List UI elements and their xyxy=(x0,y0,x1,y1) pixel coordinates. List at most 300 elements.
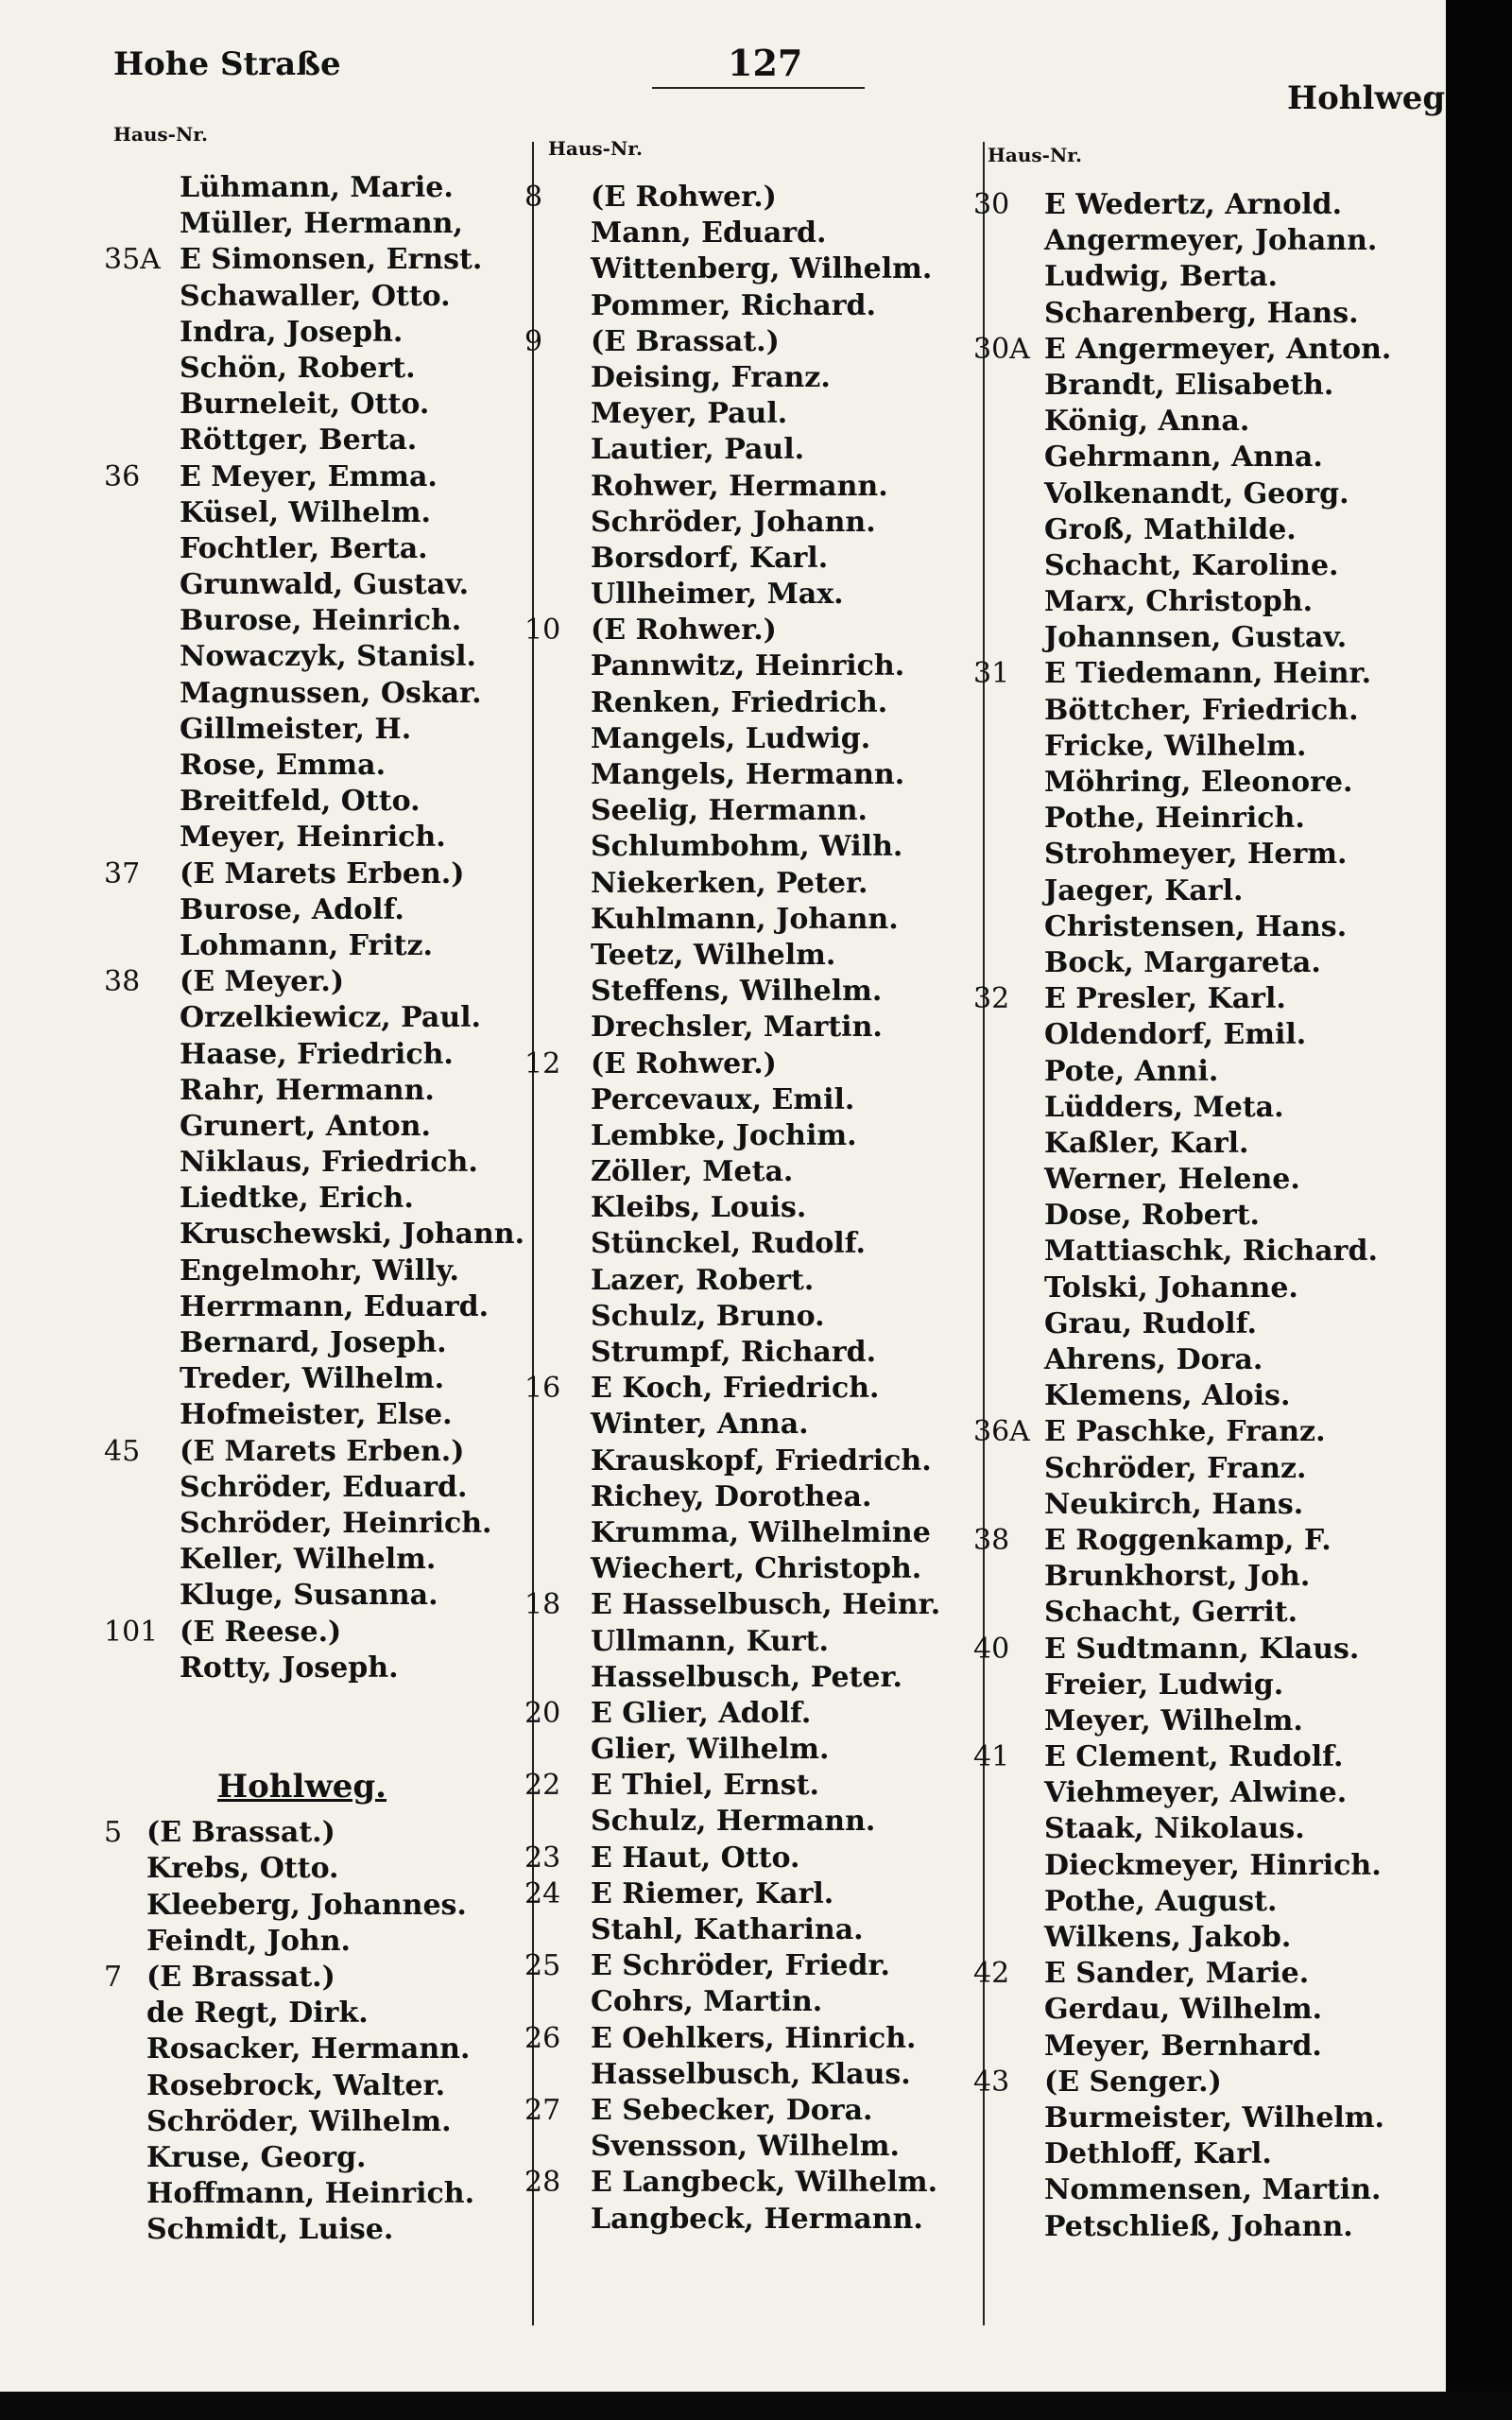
resident-name: Rohwer, Hermann. xyxy=(591,469,888,503)
directory-entry xyxy=(973,2065,1446,2100)
resident-name: Christensen, Hans. xyxy=(1044,909,1348,943)
directory-entry xyxy=(973,584,1446,620)
directory-entry xyxy=(973,1162,1446,1198)
resident-name: de Regt, Dirk. xyxy=(146,1996,369,2031)
resident-name: E Angermeyer, Anton. xyxy=(1044,332,1392,366)
directory-entry xyxy=(104,1181,529,1217)
resident-name: Lüdders, Meta. xyxy=(1044,1090,1284,1124)
directory-entry xyxy=(973,404,1446,440)
directory-entry xyxy=(524,1841,978,1876)
resident-name: E Simonsen, Ernst. xyxy=(180,243,483,277)
resident-name: Klemens, Alois. xyxy=(1044,1379,1291,1413)
directory-entry xyxy=(524,793,978,829)
directory-entry xyxy=(524,1876,978,1912)
resident-name: Groß, Mathilde. xyxy=(1044,512,1297,546)
resident-name: Zöller, Meta. xyxy=(591,1155,794,1189)
directory-entry xyxy=(104,1325,529,1361)
directory-entry xyxy=(524,1551,978,1587)
directory-entry xyxy=(104,1470,529,1506)
resident-name: Grau, Rudolf. xyxy=(1044,1306,1257,1340)
directory-entry xyxy=(973,837,1446,873)
resident-name: Küsel, Wilhelm. xyxy=(180,495,431,529)
directory-entry xyxy=(524,613,978,648)
resident-name: Mangels, Hermann. xyxy=(591,758,905,791)
resident-name: Richey, Dorothea. xyxy=(591,1479,872,1513)
resident-name: (E Meyer.) xyxy=(180,965,345,999)
resident-name: Lautier, Paul. xyxy=(591,433,805,467)
resident-name: Schröder, Johann. xyxy=(591,505,876,539)
resident-name: Engelmohr, Willy. xyxy=(180,1253,460,1288)
resident-name: Ullmann, Kurt. xyxy=(591,1624,829,1658)
directory-entry xyxy=(973,1270,1446,1306)
directory-entry xyxy=(973,2136,1446,2172)
directory-entry xyxy=(524,432,978,468)
resident-name: Angermeyer, Johann. xyxy=(1044,224,1378,258)
directory-entry xyxy=(524,1696,978,1732)
resident-name: Steffens, Wilhelm. xyxy=(591,975,883,1009)
directory-entry xyxy=(104,639,529,675)
directory-entry xyxy=(104,1037,529,1073)
directory-entry xyxy=(104,170,529,206)
directory-entry xyxy=(973,1775,1446,1811)
house-number: 41 xyxy=(973,1740,1010,1774)
directory-entry xyxy=(524,974,978,1010)
directory-entry xyxy=(524,469,978,505)
resident-name: Schröder, Franz. xyxy=(1044,1451,1307,1485)
resident-name: Rotty, Joseph. xyxy=(180,1651,399,1685)
resident-name: (E Marets Erben.) xyxy=(180,1434,465,1468)
resident-name: Meyer, Paul. xyxy=(591,397,788,431)
house-number: 18 xyxy=(524,1588,561,1622)
resident-name: (E Reese.) xyxy=(180,1615,342,1649)
directory-entry xyxy=(104,1253,529,1289)
directory-entry xyxy=(104,2068,529,2104)
directory-entry xyxy=(104,567,529,603)
directory-entry xyxy=(104,1397,529,1433)
directory-entry xyxy=(524,2093,978,2129)
resident-name: Stünckel, Rudolf. xyxy=(591,1227,866,1261)
house-number: 16 xyxy=(524,1372,561,1406)
resident-name: Schacht, Karoline. xyxy=(1044,548,1339,582)
directory-entry xyxy=(524,721,978,757)
directory-entry xyxy=(524,2057,978,2093)
directory-entry xyxy=(973,2172,1446,2208)
resident-name: Staak, Nikolaus. xyxy=(1044,1812,1305,1846)
resident-name: Indra, Joseph. xyxy=(180,315,404,349)
directory-entry xyxy=(973,1848,1446,1884)
directory-entry xyxy=(104,1651,529,1686)
directory-entry xyxy=(524,1226,978,1262)
directory-entry xyxy=(104,206,529,242)
resident-name: König, Anna. xyxy=(1044,405,1250,439)
resident-name: Brandt, Elisabeth. xyxy=(1044,368,1334,402)
house-number: 9 xyxy=(524,324,543,358)
resident-name: E Hasselbusch, Heinr. xyxy=(591,1588,941,1622)
resident-name: Dethloff, Karl. xyxy=(1044,2137,1272,2171)
directory-entry xyxy=(104,603,529,639)
resident-name: Lembke, Jochim. xyxy=(591,1118,857,1152)
directory-entry xyxy=(104,1815,529,1851)
resident-name: Krauskopf, Friedrich. xyxy=(591,1443,932,1478)
resident-name: Schön, Robert. xyxy=(180,351,416,385)
resident-name: (E Marets Erben.) xyxy=(180,856,465,890)
resident-name: Seelig, Hermann. xyxy=(591,794,868,828)
resident-name: Pommer, Richard. xyxy=(591,288,876,322)
directory-entry xyxy=(973,1017,1446,1053)
resident-name: Krumma, Wilhelmine xyxy=(591,1515,931,1549)
directory-entry xyxy=(973,1451,1446,1487)
resident-name: Herrmann, Eduard. xyxy=(180,1289,490,1323)
directory-entry xyxy=(973,1378,1446,1414)
directory-entry xyxy=(524,1335,978,1371)
house-number: 36 xyxy=(104,459,141,493)
resident-name: E Oehlkers, Hinrich. xyxy=(591,2021,917,2055)
resident-name: Wittenberg, Wilhelm. xyxy=(591,252,933,286)
directory-entry xyxy=(973,187,1446,223)
house-number: 45 xyxy=(104,1434,141,1468)
resident-name: Hasselbusch, Peter. xyxy=(591,1660,902,1694)
resident-name: E Sebecker, Dora. xyxy=(591,2093,873,2127)
directory-entry xyxy=(973,693,1446,729)
directory-entry xyxy=(104,784,529,820)
directory-entry xyxy=(973,1054,1446,1090)
resident-name: Freier, Ludwig. xyxy=(1044,1668,1284,1702)
directory-entry xyxy=(973,656,1446,692)
directory-entry xyxy=(524,1587,978,1623)
house-number: 10 xyxy=(524,614,561,648)
resident-name: Niklaus, Friedrich. xyxy=(180,1146,478,1180)
resident-name: Ahrens, Dora. xyxy=(1044,1343,1263,1376)
resident-name: Burose, Adolf. xyxy=(180,892,404,926)
directory-entry xyxy=(104,1578,529,1614)
resident-name: Glier, Wilhelm. xyxy=(591,1733,830,1767)
resident-name: Nommensen, Martin. xyxy=(1044,2173,1382,2207)
resident-name: Renken, Friedrich. xyxy=(591,685,888,719)
column-1 xyxy=(104,170,529,2249)
resident-name: Niekerken, Peter. xyxy=(591,866,868,900)
directory-entry xyxy=(524,1479,978,1515)
directory-entry xyxy=(104,387,529,423)
resident-name: (E Rohwer.) xyxy=(591,614,777,648)
resident-name: Müller, Hermann, xyxy=(180,207,463,241)
directory-entry xyxy=(104,1506,529,1542)
directory-entry xyxy=(524,1118,978,1154)
resident-name: Brunkhorst, Joh. xyxy=(1044,1560,1311,1594)
page-number: 127 xyxy=(728,42,803,84)
resident-name: Dieckmeyer, Hinrich. xyxy=(1044,1848,1382,1882)
resident-name: Orzelkiewicz, Paul. xyxy=(180,1001,481,1035)
resident-name: Krebs, Otto. xyxy=(146,1852,339,1886)
directory-entry xyxy=(104,423,529,458)
directory-entry xyxy=(973,1559,1446,1595)
resident-name: E Haut, Otto. xyxy=(591,1841,800,1875)
directory-entry xyxy=(973,1414,1446,1450)
resident-name: Scharenberg, Hans. xyxy=(1044,296,1359,330)
directory-entry xyxy=(104,1851,529,1887)
directory-entry xyxy=(973,332,1446,368)
directory-entry xyxy=(104,964,529,1000)
column-label-2: Haus-Nr. xyxy=(548,137,643,160)
directory-entry xyxy=(973,873,1446,909)
directory-entry xyxy=(104,495,529,531)
scan-edge-bottom xyxy=(0,2392,1512,2420)
directory-entry xyxy=(524,1263,978,1299)
resident-name: Pote, Anni. xyxy=(1044,1054,1219,1088)
directory-entry xyxy=(524,288,978,324)
blank-line xyxy=(104,1686,529,1722)
directory-entry xyxy=(973,945,1446,981)
directory-entry xyxy=(973,801,1446,837)
directory-entry xyxy=(104,748,529,784)
directory-entry xyxy=(104,351,529,387)
resident-name: E Riemer, Karl. xyxy=(591,1876,834,1910)
directory-entry xyxy=(973,1306,1446,1342)
house-number: 38 xyxy=(104,965,141,999)
resident-name: Gerdau, Wilhelm. xyxy=(1044,1993,1323,2027)
resident-name: E Meyer, Emma. xyxy=(180,459,438,493)
house-number: 23 xyxy=(524,1841,561,1875)
resident-name: Bock, Margareta. xyxy=(1044,945,1321,979)
resident-name: Kleeberg, Johannes. xyxy=(146,1888,467,1922)
directory-entry xyxy=(104,676,529,712)
resident-name: Burose, Heinrich. xyxy=(180,604,462,638)
directory-entry xyxy=(104,242,529,278)
directory-entry xyxy=(524,1948,978,1984)
resident-name: Svensson, Wilhelm. xyxy=(591,2130,900,2164)
resident-name: Rose, Emma. xyxy=(180,749,387,782)
directory-entry xyxy=(973,259,1446,295)
resident-name: Kluge, Susanna. xyxy=(180,1579,438,1613)
directory-entry xyxy=(524,1660,978,1696)
directory-entry xyxy=(524,1010,978,1046)
resident-name: Petschließ, Johann. xyxy=(1044,2209,1353,2243)
resident-name: Ullheimer, Max. xyxy=(591,578,844,612)
directory-entry xyxy=(104,712,529,748)
resident-name: E Clement, Rudolf. xyxy=(1044,1740,1344,1774)
directory-entry xyxy=(973,620,1446,656)
directory-entry xyxy=(104,1289,529,1325)
resident-name: E Roggenkamp, F. xyxy=(1044,1523,1332,1557)
directory-entry xyxy=(104,928,529,964)
resident-name: (E Senger.) xyxy=(1044,2065,1222,2099)
resident-name: Strohmeyer, Herm. xyxy=(1044,838,1348,872)
directory-entry xyxy=(104,892,529,928)
resident-name: Bernard, Joseph. xyxy=(180,1326,447,1359)
resident-name: Langbeck, Hermann. xyxy=(591,2202,923,2236)
column-label-1: Haus-Nr. xyxy=(113,123,208,146)
resident-name: Kruschewski, Johann. xyxy=(180,1218,525,1252)
directory-entry xyxy=(524,829,978,865)
resident-name: Fochtler, Berta. xyxy=(180,531,428,565)
directory-entry xyxy=(104,1000,529,1036)
column-2 xyxy=(524,180,978,2238)
directory-entry xyxy=(524,541,978,577)
directory-entry xyxy=(524,1190,978,1226)
directory-entry xyxy=(104,856,529,892)
house-number: 42 xyxy=(973,1957,1010,1991)
directory-entry xyxy=(104,279,529,315)
resident-name: Mangels, Ludwig. xyxy=(591,721,871,755)
resident-name: Kruse, Georg. xyxy=(146,2140,367,2174)
resident-name: E Paschke, Franz. xyxy=(1044,1415,1326,1449)
resident-name: E Wedertz, Arnold. xyxy=(1044,188,1343,221)
resident-name: Kaßler, Karl. xyxy=(1044,1126,1249,1160)
resident-name: E Langbeck, Wilhelm. xyxy=(591,2166,938,2200)
resident-name: Grunwald, Gustav. xyxy=(180,568,470,602)
house-number: 35A xyxy=(104,243,161,277)
resident-name: E Tiedemann, Heinr. xyxy=(1044,657,1372,691)
resident-name: Gehrmann, Anna. xyxy=(1044,441,1323,475)
directory-entry xyxy=(104,1924,529,1960)
directory-entry xyxy=(973,2209,1446,2245)
resident-name: Wilkens, Jakob. xyxy=(1044,1921,1292,1954)
column-label-3: Haus-Nr. xyxy=(988,144,1082,166)
directory-entry xyxy=(973,1992,1446,2028)
house-number: 27 xyxy=(524,2093,561,2127)
resident-name: Lohmann, Fritz. xyxy=(180,928,433,962)
resident-name: Haase, Friedrich. xyxy=(180,1037,454,1071)
directory-entry xyxy=(104,1996,529,2031)
resident-name: Kleibs, Louis. xyxy=(591,1191,807,1225)
directory-entry xyxy=(973,1487,1446,1523)
directory-entry xyxy=(524,396,978,432)
resident-name: Lühmann, Marie. xyxy=(180,171,454,204)
resident-name: Dose, Robert. xyxy=(1044,1199,1261,1233)
directory-entry xyxy=(973,1811,1446,1847)
resident-name: E Glier, Adolf. xyxy=(591,1696,812,1730)
resident-name: Viehmeyer, Alwine. xyxy=(1044,1776,1348,1810)
resident-name: Schulz, Hermann. xyxy=(591,1805,876,1839)
resident-name: Liedtke, Erich. xyxy=(180,1182,414,1216)
resident-name: Winter, Anna. xyxy=(591,1408,809,1442)
resident-name: Möhring, Eleonore. xyxy=(1044,766,1353,799)
house-number: 37 xyxy=(104,856,141,890)
directory-entry xyxy=(524,1912,978,1948)
house-number: 24 xyxy=(524,1876,561,1910)
directory-entry xyxy=(973,548,1446,584)
directory-entry xyxy=(524,938,978,974)
resident-name: Oldendorf, Emil. xyxy=(1044,1018,1307,1052)
directory-entry xyxy=(973,765,1446,801)
resident-name: E Koch, Friedrich. xyxy=(591,1372,880,1406)
directory-entry xyxy=(524,1804,978,1840)
directory-entry xyxy=(524,216,978,251)
directory-entry xyxy=(973,1595,1446,1631)
house-number: 7 xyxy=(104,1961,123,1994)
directory-entry xyxy=(524,2165,978,2201)
directory-entry xyxy=(524,757,978,793)
resident-name: E Presler, Karl. xyxy=(1044,982,1286,1016)
resident-name: Treder, Wilhelm. xyxy=(180,1362,445,1396)
directory-entry xyxy=(524,2129,978,2165)
resident-name: E Thiel, Ernst. xyxy=(591,1769,819,1803)
directory-entry xyxy=(973,1234,1446,1270)
directory-entry xyxy=(104,2212,529,2248)
directory-entry xyxy=(973,1920,1446,1956)
directory-entry xyxy=(973,476,1446,512)
resident-name: Deising, Franz. xyxy=(591,360,831,394)
resident-name: Werner, Helene. xyxy=(1044,1163,1300,1197)
resident-name: Mann, Eduard. xyxy=(591,216,827,251)
directory-entry xyxy=(104,1434,529,1470)
directory-entry xyxy=(524,251,978,287)
house-number: 26 xyxy=(524,2021,561,2055)
directory-entry xyxy=(973,512,1446,548)
house-number: 36A xyxy=(973,1415,1030,1449)
house-number: 38 xyxy=(973,1523,1010,1557)
resident-name: Wiechert, Christoph. xyxy=(591,1552,922,1586)
resident-name: Schawaller, Otto. xyxy=(180,279,451,313)
resident-name: Percevaux, Emil. xyxy=(591,1082,855,1116)
directory-entry xyxy=(104,459,529,495)
house-number: 12 xyxy=(524,1046,561,1080)
directory-entry xyxy=(524,180,978,216)
column-3 xyxy=(973,187,1446,2245)
house-number: 43 xyxy=(973,2065,1010,2099)
resident-name: (E Rohwer.) xyxy=(591,1046,777,1080)
blank-line xyxy=(104,1722,529,1758)
directory-entry xyxy=(973,1884,1446,1920)
resident-name: Burneleit, Otto. xyxy=(180,388,430,422)
directory-entry xyxy=(104,1615,529,1651)
directory-entry xyxy=(104,1361,529,1397)
directory-entry xyxy=(524,1046,978,1082)
directory-entry xyxy=(524,1154,978,1190)
resident-name: Fricke, Wilhelm. xyxy=(1044,729,1307,763)
house-number: 30A xyxy=(973,332,1030,366)
house-number: 5 xyxy=(104,1816,123,1850)
directory-entry xyxy=(524,505,978,541)
house-number: 40 xyxy=(973,1632,1010,1666)
resident-name: E Sudtmann, Klaus. xyxy=(1044,1632,1360,1666)
house-number: 30 xyxy=(973,188,1010,221)
resident-name: Feindt, John. xyxy=(146,1924,351,1958)
resident-name: Rahr, Hermann. xyxy=(180,1073,435,1107)
resident-name: Cohrs, Martin. xyxy=(591,1985,823,2019)
resident-name: Grunert, Anton. xyxy=(180,1109,431,1143)
directory-entry xyxy=(104,531,529,567)
resident-name: Magnussen, Oskar. xyxy=(180,676,482,710)
resident-name: Röttger, Berta. xyxy=(180,424,418,458)
resident-name: Gillmeister, H. xyxy=(180,712,412,746)
directory-entry xyxy=(524,1082,978,1118)
directory-entry xyxy=(524,648,978,684)
directory-entry xyxy=(524,902,978,938)
directory-entry xyxy=(973,1198,1446,1234)
directory-entry xyxy=(104,315,529,351)
resident-name: Schröder, Heinrich. xyxy=(180,1506,492,1540)
resident-name: E Schröder, Friedr. xyxy=(591,1949,890,1983)
scan-edge-right xyxy=(1446,0,1512,2420)
directory-entry xyxy=(973,1090,1446,1126)
street-heading: Hohlweg. xyxy=(217,1768,387,1806)
directory-entry xyxy=(973,368,1446,404)
resident-name: Meyer, Heinrich. xyxy=(180,821,446,855)
house-number: 101 xyxy=(104,1615,159,1649)
resident-name: Hoffmann, Heinrich. xyxy=(146,2177,475,2211)
resident-name: Johannsen, Gustav. xyxy=(1044,621,1348,655)
directory-entry xyxy=(973,2029,1446,2065)
resident-name: Keller, Wilhelm. xyxy=(180,1543,437,1577)
resident-name: (E Brassat.) xyxy=(146,1961,335,1994)
directory-entry xyxy=(524,1299,978,1335)
directory-entry xyxy=(104,1960,529,1996)
running-head-left: Hohe Straße xyxy=(113,45,341,83)
house-number: 28 xyxy=(524,2166,561,2200)
resident-name: Schulz, Bruno. xyxy=(591,1299,825,1333)
directory-entry xyxy=(973,2100,1446,2136)
resident-name: Schacht, Gerrit. xyxy=(1044,1596,1298,1630)
